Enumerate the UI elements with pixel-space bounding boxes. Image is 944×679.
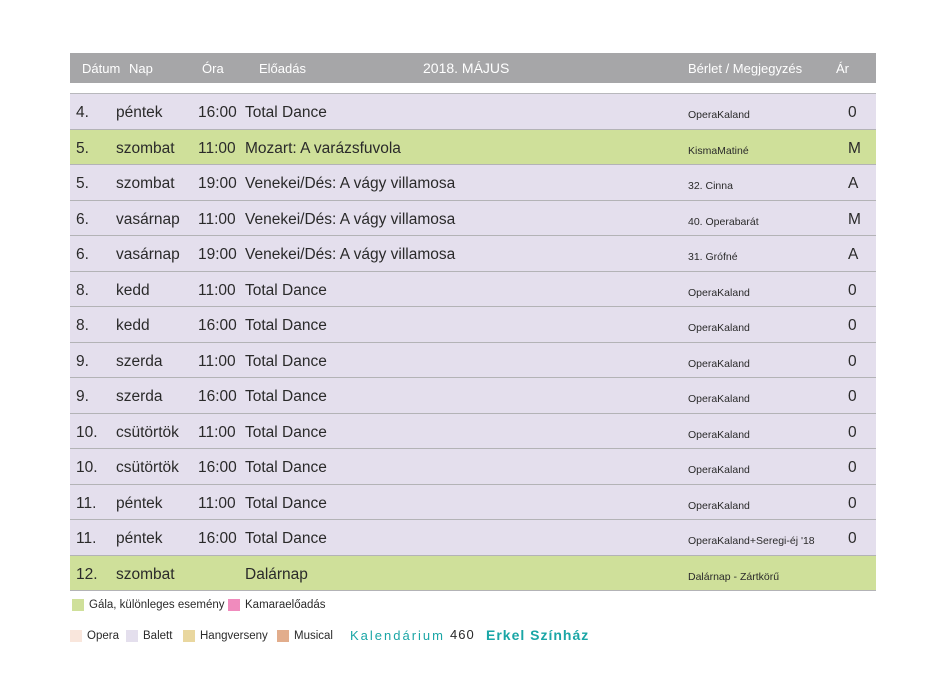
legend-gala-swatch [72, 599, 84, 611]
table-row [70, 556, 876, 592]
row-title: Total Dance [245, 317, 327, 334]
row-price: M [848, 210, 861, 228]
row-title: Total Dance [245, 281, 327, 299]
row-price: A [848, 246, 859, 263]
row-date: 12. [76, 565, 98, 583]
row-day: péntek [116, 530, 163, 547]
row-price: 0 [848, 423, 857, 441]
table-row [70, 343, 876, 379]
table-row [70, 130, 876, 166]
row-price: 0 [848, 317, 857, 334]
row-title: Venekei/Dés: A vágy villamosa [245, 175, 456, 192]
row-note: OperaKaland [688, 428, 750, 441]
header-day: Nap [129, 61, 153, 76]
row-day: péntek [116, 494, 163, 512]
legend-balett-label: Balett [143, 630, 173, 642]
footer-org: Erkel Színház [486, 627, 590, 643]
row-date: 10. [76, 423, 98, 441]
row-day: szerda [116, 388, 163, 405]
schedule-table [70, 94, 876, 591]
row-time: 16:00 [198, 388, 237, 405]
table-row [70, 307, 876, 343]
row-price: 0 [848, 530, 857, 547]
table-row [70, 272, 876, 308]
row-note: 31. Grófné [688, 251, 738, 263]
row-date: 10. [76, 459, 98, 476]
row-day: vasárnap [116, 210, 180, 228]
row-price: 0 [848, 459, 857, 476]
table-row [70, 414, 876, 450]
row-title: Total Dance [245, 459, 327, 476]
row-note: 32. Cinna [688, 180, 733, 192]
row-time: 11:00 [198, 210, 236, 228]
row-note: OperaKaland [688, 393, 750, 405]
legend-kamara-label: Kamaraelőadás [245, 599, 326, 611]
legend-kamara-swatch [228, 599, 240, 611]
table-row [70, 378, 876, 414]
legend-musical-label: Musical [294, 630, 333, 642]
row-day: kedd [116, 281, 150, 299]
row-date: 8. [76, 317, 89, 334]
header-performance: Előadás [259, 61, 306, 76]
row-date: 11. [76, 494, 97, 512]
header-date: Dátum [82, 61, 121, 76]
row-day: szombat [116, 565, 175, 583]
row-time: 16:00 [198, 459, 237, 476]
row-note: KismaMatiné [688, 144, 749, 157]
row-note: Dalárnap - Zártkörű [688, 570, 780, 583]
row-date: 5. [76, 175, 89, 192]
table-row [70, 485, 876, 521]
row-day: péntek [116, 104, 163, 121]
row-date: 11. [76, 530, 97, 547]
row-time: 11:00 [198, 494, 236, 512]
row-time: 19:00 [198, 246, 237, 263]
row-day: szombat [116, 139, 175, 157]
table-row [70, 449, 876, 485]
row-price: A [848, 175, 859, 192]
row-note: OperaKaland [688, 286, 750, 299]
row-time: 16:00 [198, 104, 237, 121]
row-price: 0 [848, 281, 857, 299]
row-title: Total Dance [245, 494, 327, 512]
row-time: 16:00 [198, 530, 237, 547]
row-time: 11:00 [198, 281, 236, 299]
row-date: 6. [76, 210, 89, 228]
row-date: 5. [76, 139, 89, 157]
row-note: OperaKaland [688, 499, 750, 512]
row-time: 11:00 [198, 423, 236, 441]
table-row [70, 236, 876, 272]
row-title: Total Dance [245, 388, 327, 405]
row-day: csütörtök [116, 423, 179, 441]
table-row [70, 94, 876, 130]
row-day: csütörtök [116, 459, 179, 476]
row-day: vasárnap [116, 246, 180, 263]
row-title: Mozart: A varázsfuvola [245, 139, 401, 157]
row-date: 9. [76, 388, 89, 405]
header-price: Ár [836, 61, 849, 76]
row-note: OperaKaland [688, 322, 750, 334]
row-day: szombat [116, 175, 175, 192]
row-note: 40. Operabarát [688, 215, 759, 228]
row-title: Total Dance [245, 530, 327, 547]
row-note: OperaKaland+Seregi-éj '18 [688, 535, 815, 547]
row-date: 4. [76, 104, 89, 121]
row-note: OperaKaland [688, 357, 750, 370]
row-time: 16:00 [198, 317, 237, 334]
table-header [70, 53, 876, 83]
row-price: 0 [848, 494, 857, 512]
table-row [70, 201, 876, 237]
row-title: Dalárnap [245, 565, 308, 583]
legend-musical-swatch [277, 630, 289, 642]
row-title: Venekei/Dés: A vágy villamosa [245, 246, 456, 263]
legend-hangverseny-label: Hangverseny [200, 630, 268, 642]
row-price: 0 [848, 352, 857, 370]
row-price: 0 [848, 104, 857, 121]
legend-gala-label: Gála, különleges esemény [89, 599, 225, 611]
legend-opera-swatch [70, 630, 82, 642]
row-title: Total Dance [245, 423, 327, 441]
row-price: 0 [848, 388, 857, 405]
legend-opera-label: Opera [87, 630, 119, 642]
legend-balett-swatch [126, 630, 138, 642]
row-note: OperaKaland [688, 109, 750, 121]
legend-hangverseny-swatch [183, 630, 195, 642]
row-date: 8. [76, 281, 89, 299]
row-date: 9. [76, 352, 89, 370]
table-row [70, 165, 876, 201]
row-note: OperaKaland [688, 464, 750, 476]
row-price: M [848, 139, 861, 157]
header-note: Bérlet / Megjegyzés [688, 61, 803, 76]
row-date: 6. [76, 246, 89, 263]
table-row [70, 520, 876, 556]
row-title: Total Dance [245, 352, 327, 370]
row-title: Venekei/Dés: A vágy villamosa [245, 210, 456, 228]
row-time: 19:00 [198, 175, 237, 192]
footer-brand: Kalendárium [350, 628, 445, 643]
row-time: 11:00 [198, 352, 236, 370]
row-day: kedd [116, 317, 150, 334]
row-title: Total Dance [245, 104, 327, 121]
row-time: 11:00 [198, 139, 236, 157]
header-month: 2018. MÁJUS [423, 60, 510, 76]
page-number: 460 [450, 627, 475, 642]
header-time: Óra [202, 61, 224, 76]
row-day: szerda [116, 352, 163, 370]
